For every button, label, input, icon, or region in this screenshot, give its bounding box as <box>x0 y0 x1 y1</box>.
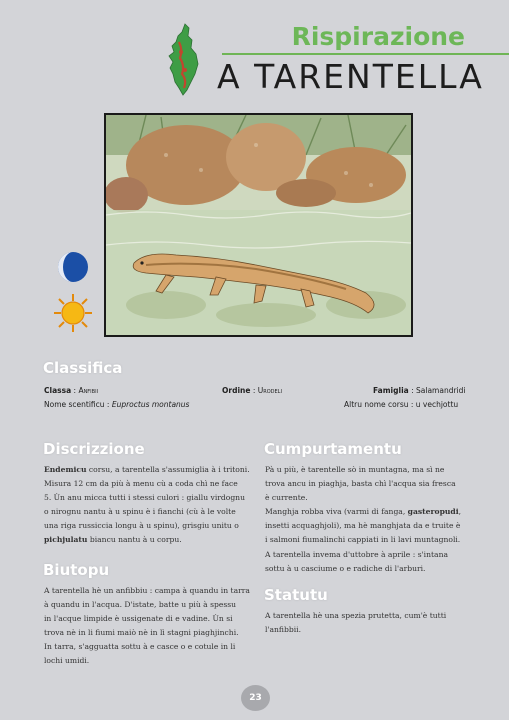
text-line: insetti acquaghjoli), ma hè manghjata da e truite è <box>265 521 461 531</box>
text-line: trova ancu in piaghja, basta chì l'acqua sia fresca <box>265 479 456 489</box>
classa-label: Classa <box>44 386 72 395</box>
discrizzione-text <box>44 463 249 548</box>
page-title: A TARENTELLA <box>217 57 484 96</box>
famiglia-row: Famiglia : Salamandridi <box>373 386 466 395</box>
nome-label: Nome scentificu <box>44 400 105 409</box>
heading-classifica: Classifica <box>43 359 123 377</box>
text-line: à quandu in l'acqua. D'istate, batte u più à spessu <box>44 600 237 610</box>
cumpurtamentu-text <box>265 463 470 576</box>
text-line: è currente. <box>265 493 308 503</box>
text-line: Pà u più, è tarentelle sò in muntagna, ma sì ne <box>265 465 445 474</box>
text-line: 5. Ùn anu micca tutti i stessi culori : giallu virdognu <box>44 493 245 503</box>
text-line: A tarentella hè una spezia prutetta, cum'è tutti <box>265 611 447 620</box>
ordine-row: Ordine : Urodeli <box>222 386 282 395</box>
text-line: Misura 12 cm da più à menu cù a coda chì ne face <box>44 479 238 489</box>
text-line: pichjulatu biancu nantu à u corpu. <box>44 535 182 545</box>
nome-value: Euproctus montanus <box>111 400 190 409</box>
section-title: Rispirazione <box>291 22 465 51</box>
ordine-value: Urodeli <box>257 386 282 395</box>
nome-row: Nome scentificu : Euproctus montanus <box>44 400 190 409</box>
text-line: i salmoni fiumalinchi cappiati in li lavi muntagnoli. <box>265 535 461 545</box>
text-line: una riga russiccia longu à u spinu), grisgiu unitu o <box>44 521 239 531</box>
classa-row: Classa : Anfibii <box>44 386 99 395</box>
text-line: Manghja robba viva (varmi di fanga, gasteropudi, <box>265 507 462 517</box>
text-line: In tarra, s'agguatta sottu à e casce o e cotule in li <box>44 642 236 652</box>
text-line: in l'acque limpide è ussigenate di e vadine. Ùn si <box>44 614 233 624</box>
ordine-label: Ordine <box>222 386 251 395</box>
moon-icon <box>56 250 90 284</box>
header-divider <box>222 53 509 55</box>
famiglia-label: Famiglia <box>373 386 409 395</box>
heading-statutu: Statutu <box>264 586 328 604</box>
text-line: A tarentella hè un anfibbiu : campa à quandu in tarra <box>44 586 250 595</box>
heading-discrizzione: Discrizzione <box>43 440 145 458</box>
sun-icon <box>53 293 93 333</box>
salamander-illustration <box>104 113 413 337</box>
classa-value: Anfibii <box>78 386 99 395</box>
altru-nome: Altru nome corsu : u vechjottu <box>344 400 459 409</box>
text-line: o nirognu nantu à u spinu è i fianchi (cù à le volte <box>44 507 236 517</box>
text-line: A tarentella invema d'uttobre à aprile : s'intana <box>265 549 448 559</box>
text-line: trova nè in li fiumi maiò nè in lì stagni piaghjinchi. <box>44 628 239 638</box>
text-line: Endemicu corsu, a tarentella s'assumiglia à i tritoni. <box>44 465 250 474</box>
heading-biutopu: Biutopu <box>43 561 110 579</box>
text-line: sottu à u casciume o e radiche di l'arburi. <box>265 563 426 573</box>
page-number: 23 <box>241 685 270 711</box>
heading-cumpurtamentu: Cumpurtamentu <box>264 440 402 458</box>
statutu-text <box>265 609 470 637</box>
text-line: l'anfibbii. <box>265 625 301 635</box>
famiglia-value: Salamandridi <box>416 386 466 395</box>
corsica-map-icon <box>165 22 205 97</box>
biutopu-text <box>44 584 249 669</box>
text-line: lochi umidi. <box>44 656 90 666</box>
